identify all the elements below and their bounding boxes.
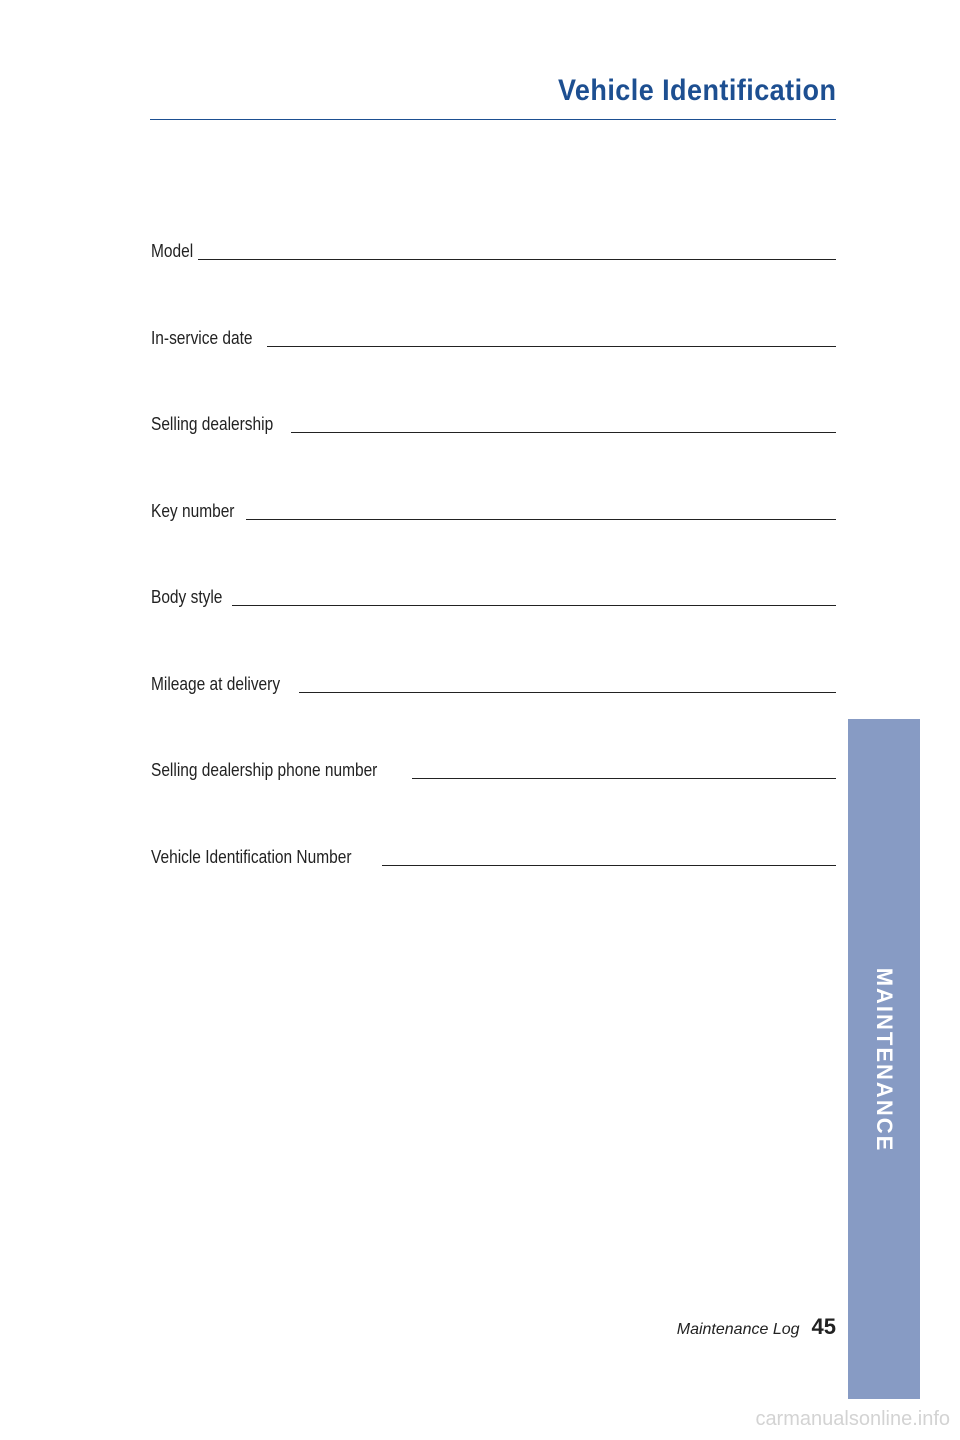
field-label: In-service date <box>151 327 253 348</box>
section-tab-label: MAINTENANCE <box>872 967 897 1153</box>
fill-in-line <box>299 692 836 693</box>
field-vin <box>151 781 836 868</box>
fill-in-line <box>291 432 836 433</box>
title-divider <box>150 119 836 120</box>
field-label: Selling dealership phone number <box>151 760 378 780</box>
watermark-text: carmanualsonline.info <box>755 1408 950 1430</box>
field-dealership-phone <box>151 695 836 782</box>
field-label: Vehicle Identification Number <box>151 846 352 867</box>
field-model <box>151 238 836 262</box>
fill-in-line <box>198 259 836 260</box>
field-mileage-at-delivery <box>151 608 836 695</box>
fill-in-line <box>412 778 836 779</box>
field-selling-dealership <box>151 349 836 436</box>
field-label: Selling dealership <box>151 414 274 434</box>
field-label: Model <box>151 241 194 261</box>
section-tab <box>848 719 920 1399</box>
page-number: 45 <box>811 1314 836 1339</box>
page-title: Vehicle Identification <box>557 74 836 107</box>
field-label: Mileage at delivery <box>151 673 281 694</box>
fill-in-line <box>382 865 836 866</box>
footer-section-label: Maintenance Log <box>676 1321 800 1338</box>
page-footer <box>677 1314 836 1340</box>
field-key-number <box>151 435 836 522</box>
field-body-style <box>151 522 836 609</box>
field-label: Body style <box>151 587 223 607</box>
fill-in-line <box>267 346 836 347</box>
field-label: Key number <box>151 500 235 521</box>
vehicle-identification-form <box>151 238 836 868</box>
field-in-service-date <box>151 262 836 349</box>
fill-in-line <box>232 605 836 606</box>
fill-in-line <box>246 519 836 520</box>
